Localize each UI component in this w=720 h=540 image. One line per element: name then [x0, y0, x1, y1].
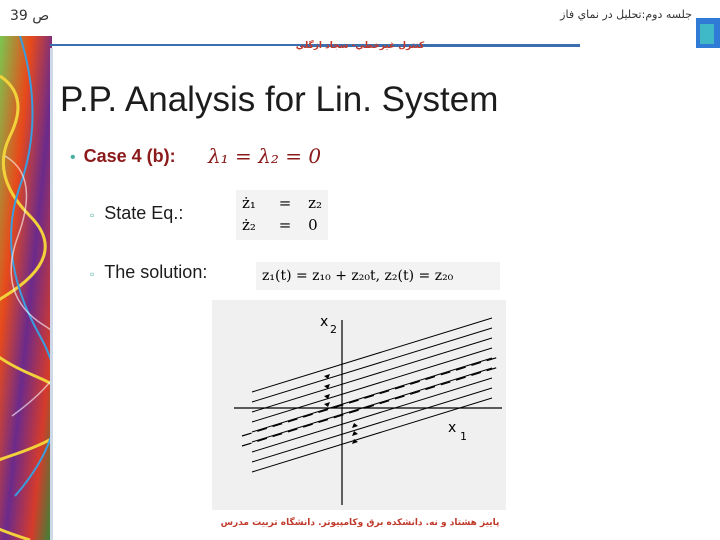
state-eq-row-2 — [242, 216, 318, 234]
bullet-label: Case 4 (b): — [83, 146, 176, 166]
x-axis-sub: 1 — [460, 430, 467, 443]
state-eq-row-2-op: = — [278, 216, 292, 234]
fractal-decoration — [0, 36, 52, 540]
state-eq-row-2-lhs: ż₂ — [242, 216, 256, 234]
state-eq-row-1-op: = — [278, 194, 292, 212]
course-title: كنترل غيرخطي- سجاد ازگلي — [295, 41, 425, 51]
sub-bullet-marker: ▫ — [90, 267, 95, 281]
y-axis-sub: 2 — [330, 323, 337, 336]
solution-equation: z₁(t) = z₁₀ + z₂₀t, z₂(t) = z₂₀ — [256, 262, 500, 290]
page-number: ص 39 — [10, 8, 50, 24]
session-title: جلسه دوم:تحليل در نماي فاز — [560, 8, 692, 21]
y-axis-label: x — [320, 314, 329, 330]
sub-bullet-marker: ▫ — [90, 208, 95, 222]
footer-text: پاييز هشتاد و نه. دانشكده برق وكامپيوتر. دانشگاه تربيت مدرس — [220, 518, 500, 528]
state-eq-row-1-lhs: ż₁ — [242, 194, 256, 212]
state-eq-row-1-rhs: z₂ — [308, 194, 322, 212]
state-equation-box — [236, 190, 328, 240]
solution-label: The solution: — [104, 262, 208, 282]
sub-bullet-solution — [90, 262, 207, 283]
phase-portrait — [212, 300, 506, 510]
state-eq-row-1 — [242, 194, 322, 212]
state-eq-row-2-rhs: 0 — [308, 216, 318, 234]
x-axis-label: x — [448, 420, 457, 436]
bullet-case — [70, 146, 176, 167]
sub-bullet-state — [90, 203, 183, 224]
left-divider — [50, 48, 53, 540]
state-label: State Eq.: — [104, 203, 184, 223]
slide-title: P.P. Analysis for Lin. System — [60, 80, 499, 119]
eigenvalue-equation: λ₁ = λ₂ = 0 — [208, 144, 322, 168]
bullet-dot: • — [70, 149, 76, 166]
